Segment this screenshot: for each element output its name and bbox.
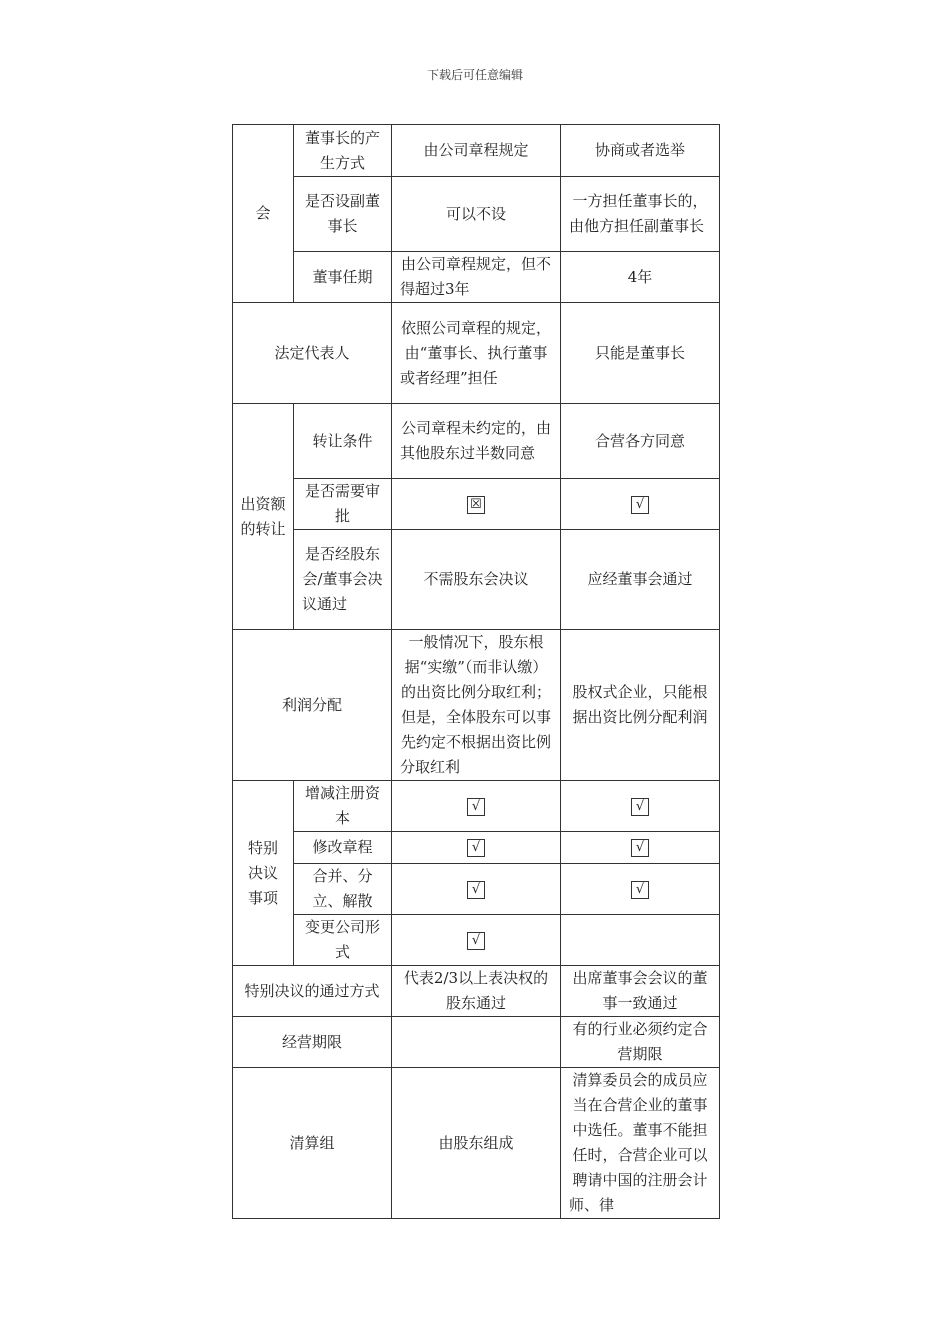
checkbox-checked-icon: √	[467, 881, 485, 899]
company-law-cell: 由公司章程规定	[392, 125, 561, 177]
company-law-cell: 依照公司章程的规定，由“董事长、执行董事或者经理”担任	[392, 303, 561, 404]
company-law-cell: 一般情况下，股东根据“实缴”（而非认缴）的出资比例分取红利；但是，全体股东可以事先约定不根据出资比例分取红利	[392, 630, 561, 781]
jv-law-cell	[561, 781, 720, 832]
company-law-cell: 公司章程未约定的，由其他股东过半数同意	[392, 404, 561, 479]
page-header: 下载后可任意编辑	[426, 68, 523, 82]
jv-law-cell: 合营各方同意	[561, 404, 720, 479]
table-row	[233, 252, 720, 303]
table-row	[233, 177, 720, 252]
group-cell-board: 会	[233, 125, 294, 303]
table-row	[233, 864, 720, 915]
company-law-cell: 由公司章程规定，但不得超过3年	[392, 252, 561, 303]
row-label: 董事任期	[294, 252, 392, 303]
row-label: 董事长的产生方式	[294, 125, 392, 177]
row-label: 变更公司形式	[294, 915, 392, 966]
table-row	[233, 1017, 720, 1068]
row-label: 修改章程	[294, 832, 392, 864]
group-cell-special: 特别决议事项	[233, 781, 294, 966]
checkbox-checked-icon: √	[631, 798, 649, 816]
company-law-cell: 不需股东会决议	[392, 530, 561, 630]
jv-law-cell: 有的行业必须约定合营期限	[561, 1017, 720, 1068]
jv-law-cell: 出席董事会会议的董事一致通过	[561, 966, 720, 1017]
jv-law-cell: 协商或者选举	[561, 125, 720, 177]
jv-law-cell	[561, 832, 720, 864]
table-row	[233, 832, 720, 864]
row-label: 增减注册资本	[294, 781, 392, 832]
checkbox-checked-icon: √	[467, 798, 485, 816]
company-law-cell	[392, 1017, 561, 1068]
row-label: 是否经股东会/董事会决议通过	[294, 530, 392, 630]
company-law-cell: 代表2/3以上表决权的股东通过	[392, 966, 561, 1017]
checkbox-checked-icon: √	[467, 839, 485, 857]
jv-law-cell: 只能是董事长	[561, 303, 720, 404]
jv-law-cell: 4年	[561, 252, 720, 303]
jv-law-cell	[561, 479, 720, 530]
table-row	[233, 915, 720, 966]
table-row	[233, 630, 720, 781]
row-label: 是否设副董事长	[294, 177, 392, 252]
table-row	[233, 530, 720, 630]
checkbox-checked-icon: √	[631, 839, 649, 857]
company-law-cell: 由股东组成	[392, 1068, 561, 1219]
table-row	[233, 125, 720, 177]
table-row	[233, 966, 720, 1017]
row-label: 是否需要审批	[294, 479, 392, 530]
jv-law-cell: 应经董事会通过	[561, 530, 720, 630]
jv-law-cell	[561, 915, 720, 966]
table-row	[233, 781, 720, 832]
group-cell-transfer: 出资额的转让	[233, 404, 294, 630]
company-law-cell: 可以不设	[392, 177, 561, 252]
row-label: 清算组	[233, 1068, 392, 1219]
row-label: 合并、分立、解散	[294, 864, 392, 915]
jv-law-cell	[561, 864, 720, 915]
company-law-cell	[392, 832, 561, 864]
x-box-icon: ☒	[467, 496, 485, 514]
row-label: 特别决议的通过方式	[233, 966, 392, 1017]
company-law-cell	[392, 781, 561, 832]
row-label: 利润分配	[233, 630, 392, 781]
row-label: 经营期限	[233, 1017, 392, 1068]
checkbox-checked-icon: √	[631, 496, 649, 514]
checkbox-checked-icon: √	[631, 881, 649, 899]
row-label: 法定代表人	[233, 303, 392, 404]
comparison-table	[232, 124, 720, 1219]
table-row	[233, 404, 720, 479]
table-row	[233, 303, 720, 404]
checkbox-checked-icon: √	[467, 932, 485, 950]
jv-law-cell: 一方担任董事长的，由他方担任副董事长	[561, 177, 720, 252]
company-law-cell	[392, 479, 561, 530]
table-row	[233, 1068, 720, 1219]
table-row	[233, 479, 720, 530]
jv-law-cell: 股权式企业，只能根据出资比例分配利润	[561, 630, 720, 781]
company-law-cell	[392, 864, 561, 915]
jv-law-cell: 清算委员会的成员应当在合营企业的董事中选任。董事不能担任时，合营企业可以聘请中国的注册会计师、律	[561, 1068, 720, 1219]
row-label: 转让条件	[294, 404, 392, 479]
company-law-cell	[392, 915, 561, 966]
